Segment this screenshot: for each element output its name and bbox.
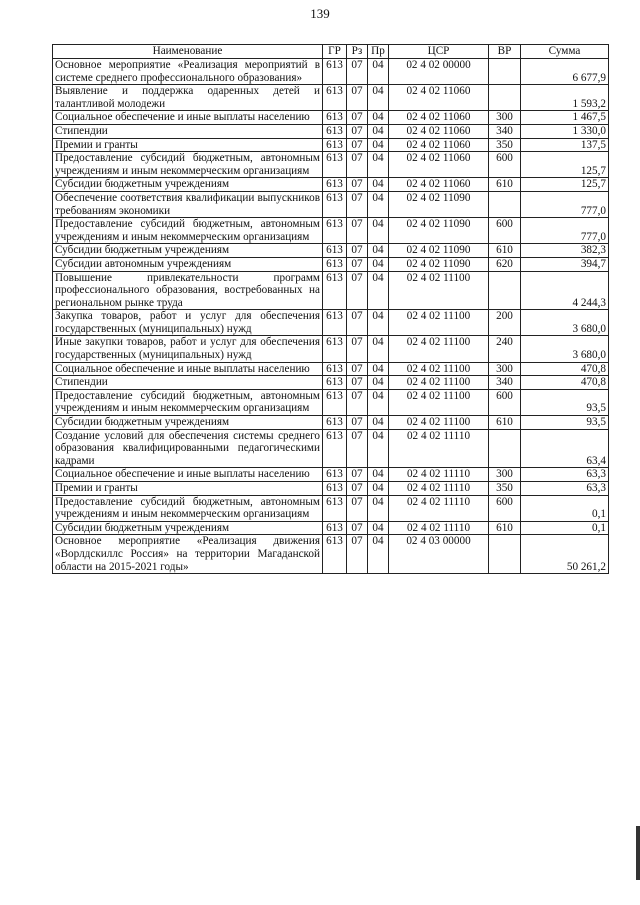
- cell-csr: 02 4 02 11100: [389, 336, 489, 362]
- cell-gr: 613: [323, 336, 347, 362]
- cell-vr: [489, 271, 521, 310]
- cell-sum: 1 330,0: [521, 124, 609, 138]
- cell-csr: 02 4 02 11100: [389, 376, 489, 390]
- cell-pr: 04: [368, 271, 389, 310]
- cell-csr: 02 4 02 11060: [389, 178, 489, 192]
- cell-gr: 613: [323, 59, 347, 85]
- cell-pr: 04: [368, 178, 389, 192]
- cell-gr: 613: [323, 218, 347, 244]
- cell-rz: 07: [347, 495, 368, 521]
- cell-pr: 04: [368, 59, 389, 85]
- cell-sum: 50 261,2: [521, 535, 609, 574]
- cell-sum: 1 467,5: [521, 111, 609, 125]
- cell-pr: 04: [368, 521, 389, 535]
- cell-csr: 02 4 02 11100: [389, 362, 489, 376]
- cell-pr: 04: [368, 257, 389, 271]
- cell-vr: 200: [489, 310, 521, 336]
- cell-rz: 07: [347, 271, 368, 310]
- cell-csr: 02 4 02 11060: [389, 111, 489, 125]
- cell-rz: 07: [347, 376, 368, 390]
- cell-vr: 350: [489, 482, 521, 496]
- cell-rz: 07: [347, 138, 368, 152]
- cell-gr: 613: [323, 416, 347, 430]
- cell-pr: 04: [368, 124, 389, 138]
- cell-name: Субсидии бюджетным учреждениям: [53, 416, 323, 430]
- cell-csr: 02 4 02 11110: [389, 429, 489, 468]
- cell-gr: 613: [323, 468, 347, 482]
- table-row: [53, 362, 609, 376]
- table-row: [53, 111, 609, 125]
- cell-vr: 610: [489, 416, 521, 430]
- table-row: [53, 85, 609, 111]
- table-row: [53, 152, 609, 178]
- cell-rz: 07: [347, 85, 368, 111]
- cell-csr: 02 4 02 00000: [389, 59, 489, 85]
- table-row: [53, 482, 609, 496]
- cell-gr: 613: [323, 111, 347, 125]
- header-pr: Пр: [368, 45, 389, 59]
- cell-sum: 777,0: [521, 218, 609, 244]
- cell-vr: 300: [489, 362, 521, 376]
- cell-rz: 07: [347, 124, 368, 138]
- cell-rz: 07: [347, 482, 368, 496]
- cell-sum: 470,8: [521, 376, 609, 390]
- cell-sum: 1 593,2: [521, 85, 609, 111]
- cell-name: Закупка товаров, работ и услуг для обеспечения государственных (муниципальных) нужд: [53, 310, 323, 336]
- cell-gr: 613: [323, 257, 347, 271]
- header-rz: Рз: [347, 45, 368, 59]
- cell-sum: 125,7: [521, 178, 609, 192]
- cell-sum: 137,5: [521, 138, 609, 152]
- cell-csr: 02 4 02 11100: [389, 310, 489, 336]
- table-row: [53, 416, 609, 430]
- cell-pr: 04: [368, 429, 389, 468]
- cell-rz: 07: [347, 362, 368, 376]
- cell-gr: 613: [323, 362, 347, 376]
- cell-name: Субсидии бюджетным учреждениям: [53, 244, 323, 258]
- cell-vr: 600: [489, 495, 521, 521]
- cell-rz: 07: [347, 416, 368, 430]
- cell-gr: 613: [323, 495, 347, 521]
- cell-pr: 04: [368, 535, 389, 574]
- cell-gr: 613: [323, 178, 347, 192]
- cell-rz: 07: [347, 191, 368, 217]
- cell-name: Предоставление субсидий бюджетным, автономным учреждениям и иным некоммерческим организациям: [53, 218, 323, 244]
- cell-pr: 04: [368, 138, 389, 152]
- cell-pr: 04: [368, 482, 389, 496]
- cell-rz: 07: [347, 468, 368, 482]
- table-row: [53, 244, 609, 258]
- cell-vr: 600: [489, 152, 521, 178]
- table-row: [53, 257, 609, 271]
- table-row: [53, 336, 609, 362]
- cell-gr: 613: [323, 482, 347, 496]
- cell-name: Предоставление субсидий бюджетным, автономным учреждениям и иным некоммерческим организациям: [53, 152, 323, 178]
- cell-vr: 340: [489, 124, 521, 138]
- table-body: [53, 59, 609, 574]
- table-row: [53, 191, 609, 217]
- cell-rz: 07: [347, 389, 368, 415]
- cell-rz: 07: [347, 257, 368, 271]
- cell-vr: 240: [489, 336, 521, 362]
- cell-name: Стипендии: [53, 376, 323, 390]
- cell-sum: 125,7: [521, 152, 609, 178]
- cell-sum: 382,3: [521, 244, 609, 258]
- cell-sum: 0,1: [521, 495, 609, 521]
- cell-name: Предоставление субсидий бюджетным, автономным учреждениям и иным некоммерческим организациям: [53, 495, 323, 521]
- table-row: [53, 495, 609, 521]
- cell-pr: 04: [368, 310, 389, 336]
- table-row: [53, 429, 609, 468]
- cell-rz: 07: [347, 429, 368, 468]
- cell-csr: 02 4 03 00000: [389, 535, 489, 574]
- cell-csr: 02 4 02 11090: [389, 191, 489, 217]
- cell-vr: [489, 59, 521, 85]
- cell-name: Социальное обеспечение и иные выплаты населению: [53, 468, 323, 482]
- cell-name: Премии и гранты: [53, 138, 323, 152]
- header-name: Наименование: [53, 45, 323, 59]
- cell-gr: 613: [323, 271, 347, 310]
- cell-pr: 04: [368, 244, 389, 258]
- cell-name: Основное мероприятие «Реализация движения «Ворлдскиллс Россия» на территории Магаданской области на 2015-2021 годы»: [53, 535, 323, 574]
- cell-gr: 613: [323, 535, 347, 574]
- cell-sum: 0,1: [521, 521, 609, 535]
- cell-gr: 613: [323, 521, 347, 535]
- table-row: [53, 138, 609, 152]
- cell-name: Премии и гранты: [53, 482, 323, 496]
- cell-sum: 63,3: [521, 468, 609, 482]
- cell-csr: 02 4 02 11060: [389, 85, 489, 111]
- table-row: [53, 271, 609, 310]
- cell-rz: 07: [347, 336, 368, 362]
- cell-pr: 04: [368, 85, 389, 111]
- cell-pr: 04: [368, 389, 389, 415]
- cell-name: Повышение привлекательности программ профессионального образования, востребованных на региональном рынке труда: [53, 271, 323, 310]
- cell-sum: 3 680,0: [521, 336, 609, 362]
- page-number: 139: [310, 6, 330, 21]
- table-row: [53, 468, 609, 482]
- cell-vr: [489, 85, 521, 111]
- cell-sum: 3 680,0: [521, 310, 609, 336]
- cell-rz: 07: [347, 111, 368, 125]
- cell-pr: 04: [368, 152, 389, 178]
- header-gr: ГР: [323, 45, 347, 59]
- cell-rz: 07: [347, 218, 368, 244]
- budget-table: [52, 44, 609, 574]
- table-row: [53, 310, 609, 336]
- cell-name: Субсидии бюджетным учреждениям: [53, 521, 323, 535]
- cell-pr: 04: [368, 362, 389, 376]
- cell-vr: [489, 429, 521, 468]
- cell-vr: [489, 191, 521, 217]
- header-vr: ВР: [489, 45, 521, 59]
- cell-gr: 613: [323, 124, 347, 138]
- cell-vr: 300: [489, 468, 521, 482]
- cell-csr: 02 4 02 11060: [389, 152, 489, 178]
- cell-rz: 07: [347, 178, 368, 192]
- cell-name: Иные закупки товаров, работ и услуг для обеспечения государственных (муниципальных) нужд: [53, 336, 323, 362]
- table-header-row: [53, 45, 609, 59]
- cell-sum: 4 244,3: [521, 271, 609, 310]
- cell-rz: 07: [347, 59, 368, 85]
- cell-name: Субсидии автономным учреждениям: [53, 257, 323, 271]
- cell-vr: 610: [489, 244, 521, 258]
- cell-name: Социальное обеспечение и иные выплаты населению: [53, 111, 323, 125]
- cell-gr: 613: [323, 389, 347, 415]
- cell-csr: 02 4 02 11100: [389, 389, 489, 415]
- cell-rz: 07: [347, 244, 368, 258]
- table-row: [53, 124, 609, 138]
- cell-sum: 394,7: [521, 257, 609, 271]
- cell-vr: 340: [489, 376, 521, 390]
- cell-name: Стипендии: [53, 124, 323, 138]
- cell-pr: 04: [368, 336, 389, 362]
- cell-sum: 63,4: [521, 429, 609, 468]
- cell-vr: [489, 535, 521, 574]
- cell-sum: 63,3: [521, 482, 609, 496]
- cell-sum: 6 677,9: [521, 59, 609, 85]
- cell-gr: 613: [323, 152, 347, 178]
- cell-name: Выявление и поддержка одаренных детей и талантливой молодежи: [53, 85, 323, 111]
- cell-name: Предоставление субсидий бюджетным, автономным учреждениям и иным некоммерческим организациям: [53, 389, 323, 415]
- cell-vr: 610: [489, 178, 521, 192]
- cell-gr: 613: [323, 429, 347, 468]
- cell-csr: 02 4 02 11110: [389, 468, 489, 482]
- cell-csr: 02 4 02 11060: [389, 124, 489, 138]
- cell-csr: 02 4 02 11100: [389, 271, 489, 310]
- cell-gr: 613: [323, 191, 347, 217]
- table-row: [53, 521, 609, 535]
- cell-gr: 613: [323, 376, 347, 390]
- cell-csr: 02 4 02 11090: [389, 257, 489, 271]
- cell-pr: 04: [368, 468, 389, 482]
- table-row: [53, 218, 609, 244]
- header-sum: Сумма: [521, 45, 609, 59]
- cell-pr: 04: [368, 416, 389, 430]
- table-row: [53, 59, 609, 85]
- cell-csr: 02 4 02 11090: [389, 218, 489, 244]
- cell-pr: 04: [368, 376, 389, 390]
- cell-vr: 350: [489, 138, 521, 152]
- cell-gr: 613: [323, 244, 347, 258]
- cell-pr: 04: [368, 218, 389, 244]
- scan-edge-mark: [636, 826, 640, 880]
- cell-csr: 02 4 02 11110: [389, 495, 489, 521]
- cell-name: Субсидии бюджетным учреждениям: [53, 178, 323, 192]
- cell-pr: 04: [368, 111, 389, 125]
- cell-sum: 470,8: [521, 362, 609, 376]
- cell-csr: 02 4 02 11090: [389, 244, 489, 258]
- table-row: [53, 376, 609, 390]
- cell-vr: 300: [489, 111, 521, 125]
- cell-gr: 613: [323, 310, 347, 336]
- header-csr: ЦСР: [389, 45, 489, 59]
- cell-name: Основное мероприятие «Реализация мероприятий в системе среднего профессионального образования»: [53, 59, 323, 85]
- cell-rz: 07: [347, 535, 368, 574]
- cell-gr: 613: [323, 85, 347, 111]
- cell-csr: 02 4 02 11100: [389, 416, 489, 430]
- cell-csr: 02 4 02 11110: [389, 482, 489, 496]
- cell-csr: 02 4 02 11060: [389, 138, 489, 152]
- table-row: [53, 178, 609, 192]
- cell-name: Создание условий для обеспечения системы среднего образования квалифицированными педагогическими кадрами: [53, 429, 323, 468]
- cell-name: Обеспечение соответствия квалификации выпускников требованиям экономики: [53, 191, 323, 217]
- cell-pr: 04: [368, 495, 389, 521]
- cell-rz: 07: [347, 521, 368, 535]
- cell-pr: 04: [368, 191, 389, 217]
- table-row: [53, 535, 609, 574]
- cell-vr: 600: [489, 389, 521, 415]
- cell-vr: 620: [489, 257, 521, 271]
- cell-csr: 02 4 02 11110: [389, 521, 489, 535]
- cell-sum: 93,5: [521, 416, 609, 430]
- cell-name: Социальное обеспечение и иные выплаты населению: [53, 362, 323, 376]
- cell-sum: 93,5: [521, 389, 609, 415]
- table-row: [53, 389, 609, 415]
- cell-gr: 613: [323, 138, 347, 152]
- cell-rz: 07: [347, 310, 368, 336]
- cell-vr: 600: [489, 218, 521, 244]
- cell-vr: 610: [489, 521, 521, 535]
- cell-sum: 777,0: [521, 191, 609, 217]
- cell-rz: 07: [347, 152, 368, 178]
